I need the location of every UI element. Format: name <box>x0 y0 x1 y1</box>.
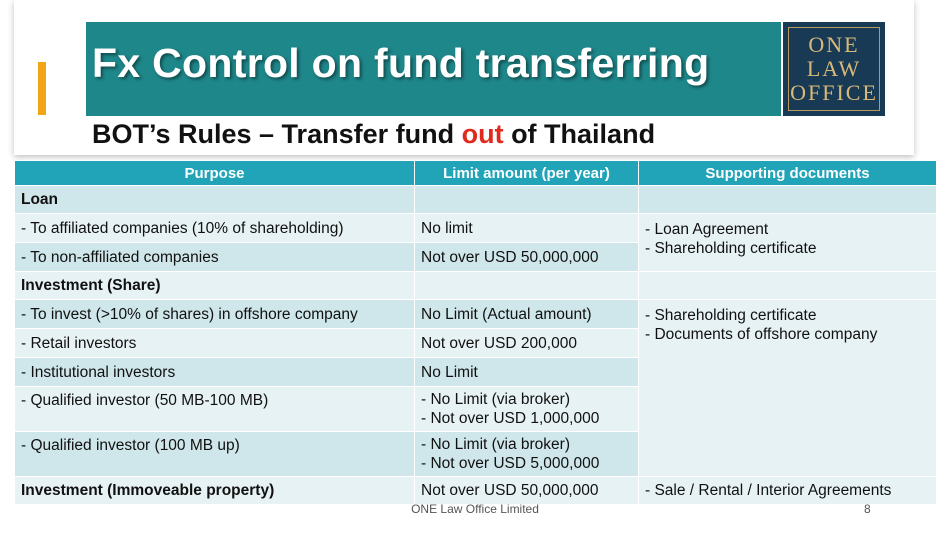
logo-line-3: OFFICE <box>790 80 878 105</box>
table-row <box>15 477 937 505</box>
limit-cell <box>415 432 639 477</box>
purpose-cell: Investment (Share) <box>15 272 415 300</box>
slide-title: Fx Control on fund transferring <box>92 40 710 86</box>
accent-bar <box>38 62 46 115</box>
page-number: 8 <box>864 502 871 516</box>
limit-cell: Not over USD 50,000,000 <box>415 243 639 272</box>
doc-item: - Loan Agreement <box>645 221 769 238</box>
doc-item: - Documents of offshore company <box>645 326 878 343</box>
purpose-cell: - To non-affiliated companies <box>15 243 415 272</box>
subtitle-part-2: of Thailand <box>503 119 656 149</box>
bot-rules-table <box>14 160 937 505</box>
purpose-cell: - Qualified investor (100 MB up) <box>15 432 415 477</box>
logo-line-2: LAW <box>806 56 862 81</box>
purpose-cell: - To affiliated companies (10% of shareholding) <box>15 214 415 243</box>
logo-line-1: ONE <box>808 32 860 57</box>
header-limit: Limit amount (per year) <box>415 161 639 186</box>
limit-line: - No Limit (via broker) <box>421 436 570 453</box>
loan-docs-cell <box>639 214 937 272</box>
subtitle-highlight: out <box>461 119 504 149</box>
purpose-cell: Loan <box>15 186 415 214</box>
limit-line: - Not over USD 1,000,000 <box>421 410 600 427</box>
table-row <box>15 272 937 300</box>
purpose-cell: - To invest (>10% of shares) in offshore company <box>15 300 415 329</box>
limit-cell <box>415 186 639 214</box>
docs-cell: - Sale / Rental / Interior Agreements <box>639 477 937 505</box>
docs-cell <box>639 186 937 214</box>
docs-cell <box>639 272 937 300</box>
doc-item: - Shareholding certificate <box>645 240 817 257</box>
subtitle-part-1: BOT’s Rules – Transfer fund <box>92 119 462 149</box>
purpose-cell: - Institutional investors <box>15 358 415 387</box>
share-docs-cell <box>639 300 937 477</box>
purpose-cell: Investment (Immoveable property) <box>15 477 415 505</box>
table-row <box>15 186 937 214</box>
header-purpose: Purpose <box>15 161 415 186</box>
footer-text: ONE Law Office Limited <box>411 502 539 516</box>
limit-cell: Not over USD 50,000,000 <box>415 477 639 505</box>
purpose-cell: - Retail investors <box>15 329 415 358</box>
header-docs: Supporting documents <box>639 161 937 186</box>
doc-item: - Shareholding certificate <box>645 307 817 324</box>
purpose-cell: - Qualified investor (50 MB-100 MB) <box>15 387 415 432</box>
limit-cell <box>415 272 639 300</box>
limit-cell: No Limit (Actual amount) <box>415 300 639 329</box>
limit-cell: No limit <box>415 214 639 243</box>
table-row <box>15 214 937 243</box>
limit-cell <box>415 387 639 432</box>
limit-line: - No Limit (via broker) <box>421 391 570 408</box>
table-row <box>15 300 937 329</box>
one-law-office-logo <box>783 22 885 116</box>
limit-cell: No Limit <box>415 358 639 387</box>
slide-subtitle <box>92 119 655 150</box>
limit-cell: Not over USD 200,000 <box>415 329 639 358</box>
limit-line: - Not over USD 5,000,000 <box>421 455 600 472</box>
